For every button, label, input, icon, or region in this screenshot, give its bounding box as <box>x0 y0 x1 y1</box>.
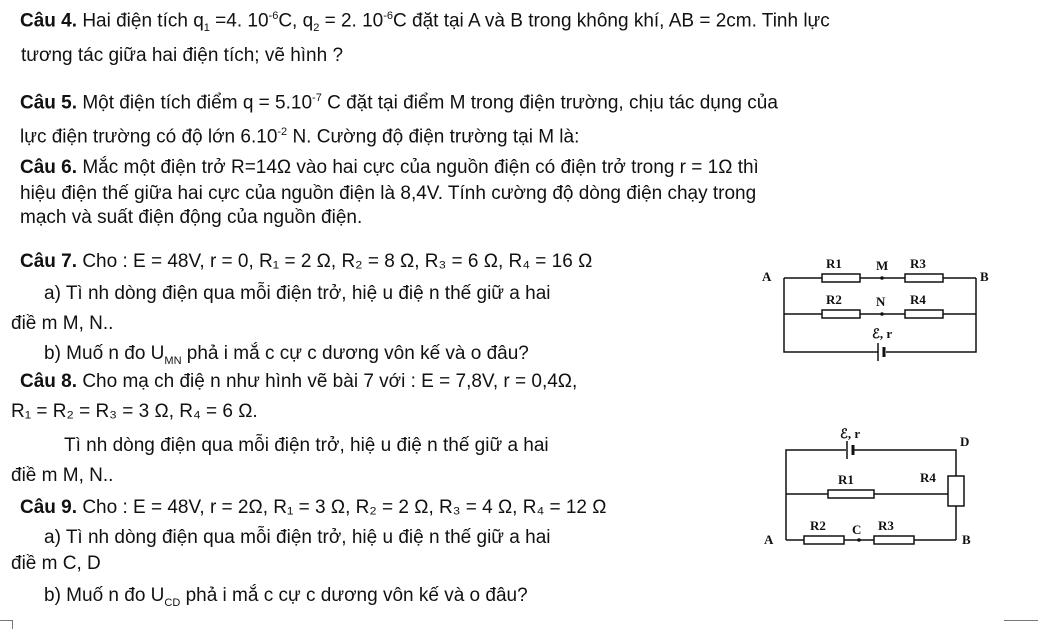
c2-resistor-r2 <box>804 536 844 544</box>
c2-label-b: B <box>962 532 971 547</box>
q9-text-b: phả i mắ c cự c dương vôn kế và o đâu? <box>180 585 528 606</box>
q6-text-1: Mắc một điện trở R=14Ω vào hai cực của nguồn điện có điện trở trong r = 1Ω thì <box>82 157 759 178</box>
c2-resistor-r4 <box>948 476 964 506</box>
c2-label-source: ℰ, r <box>840 426 861 441</box>
q6-line-1 <box>20 156 759 180</box>
q4-text-b: =4. 10 <box>209 10 269 32</box>
c2-label-r3: R3 <box>878 518 894 533</box>
c2-label-a: A <box>764 532 774 547</box>
q5-text-b: C đặt tại điểm M trong điện trường, chịu tác dụng của <box>321 92 778 114</box>
q5-label: Câu 5. <box>20 92 78 114</box>
q9-line-4 <box>44 584 528 615</box>
q9-sub: CD <box>164 596 181 609</box>
q8-line-3: Tì nh dòng điện qua mỗi điện trở, hiệ u điệ n thế giữ a hai <box>64 435 549 456</box>
c2-label-r1: R1 <box>838 472 854 487</box>
c1-label-r1: R1 <box>826 256 842 271</box>
corner-mark-left <box>0 620 13 629</box>
circuit-diagram-2 <box>760 424 1000 574</box>
q8-label: Câu 8. <box>20 371 78 392</box>
q4-text-e: C đặt tại A và B trong không khí, AB = 2cm. Tinh lực <box>393 10 830 32</box>
q7-line-3: điề m M, N.. <box>11 313 114 334</box>
c1-label-m: M <box>876 258 889 273</box>
c1-node-n <box>880 312 884 316</box>
c2-node-c <box>857 538 861 542</box>
q9-label: Câu 9. <box>20 497 78 518</box>
q7-label: Câu 7. <box>20 251 78 272</box>
q7-text-b: phả i mắ c cự c dương vôn kế và o đâu? <box>181 343 529 364</box>
q9-line-2: a) Tì nh dòng điện qua mỗi điện trở, hiệ u điệ n thế giữ a hai <box>44 527 551 548</box>
q5-text-d: N. Cường độ điện trường tại M là: <box>287 126 580 148</box>
q6-line-2: hiệu điện thế giữa hai cực của nguồn điện là 8,4V. Tính cường độ dòng điện chạy trong <box>20 183 757 204</box>
q5-line-2 <box>20 120 579 149</box>
c1-resistor-r1 <box>822 274 860 282</box>
c1-label-n: N <box>876 294 886 309</box>
c2-label-r4: R4 <box>920 470 936 485</box>
q9-text-1: Cho : E = 48V, r = 2Ω, R₁ = 3 Ω, R₂ = 2 Ω, R₃ = 4 Ω, R₄ = 12 Ω <box>82 497 607 518</box>
c1-node-m <box>880 276 884 280</box>
corner-mark-right <box>1004 620 1038 629</box>
q6-line-3: mạch và suất điện động của nguồn điện. <box>20 207 363 228</box>
c1-label-b: B <box>980 269 989 284</box>
q4-line-1 <box>20 4 830 40</box>
c1-resistor-r2 <box>822 310 860 318</box>
q4-line-2: tương tác giữa hai điện tích; vẽ hình ? <box>21 45 344 66</box>
circuit-diagram-1 <box>760 250 1000 365</box>
c1-resistor-r3 <box>905 274 943 282</box>
q7-sub: MN <box>164 354 182 367</box>
c2-resistor-r1 <box>828 490 874 498</box>
q5-sup-2: -2 <box>277 126 288 138</box>
q5-line-1 <box>20 86 778 115</box>
c2-label-r2: R2 <box>810 518 826 533</box>
q7-line-2: a) Tì nh dòng điện qua mỗi điện trở, hiệ u điệ n thế giữ a hai <box>44 283 551 304</box>
q5-text-c: lực điện trường có độ lớn 6.10 <box>20 126 278 148</box>
c1-resistor-r4 <box>905 310 943 318</box>
q5-text-a: Một điện tích điểm q = 5.10 <box>82 92 313 114</box>
q4-text-c: C, q <box>278 10 314 32</box>
c1-label-r4: R4 <box>910 292 926 307</box>
q4-text-a: Hai điện tích q <box>82 10 204 32</box>
q4-text-d: = 2. 10 <box>319 10 384 32</box>
q9-text-a: b) Muố n đo U <box>44 585 165 606</box>
q6-label: Câu 6. <box>20 157 78 178</box>
q7-text-a: b) Muố n đo U <box>44 343 165 364</box>
q7-line-1 <box>20 250 592 274</box>
c2-label-c: C <box>852 522 862 537</box>
q8-line-2: R₁ = R₂ = R₃ = 3 Ω, R₄ = 6 Ω. <box>11 401 258 422</box>
q7-text-1: Cho : E = 48V, r = 0, R₁ = 2 Ω, R₂ = 8 Ω, R₃ = 6 Ω, R₄ = 16 Ω <box>82 251 593 272</box>
q4-sub-2: 2 <box>313 22 320 35</box>
c1-label-source: ℰ, r <box>872 326 893 341</box>
c1-label-r3: R3 <box>910 256 926 271</box>
c1-label-a: A <box>762 269 772 284</box>
q9-line-3: điề m C, D <box>11 553 101 574</box>
q7-line-4 <box>44 342 529 373</box>
q8-line-1 <box>20 370 577 394</box>
q9-line-1 <box>20 496 606 520</box>
q8-text-1: Cho mạ ch điệ n như hình vẽ bài 7 với : E = 7,8V, r = 0,4Ω, <box>82 371 578 392</box>
c2-label-d: D <box>960 434 970 449</box>
q4-label: Câu 4. <box>20 10 78 32</box>
q5-sup-1: -7 <box>312 92 322 104</box>
c1-label-r2: R2 <box>826 292 842 307</box>
c2-resistor-r3 <box>874 536 914 544</box>
q8-line-4: điề m M, N.. <box>11 465 114 486</box>
q4-sup-1: -6 <box>268 10 279 22</box>
q4-sup-2: -6 <box>383 10 394 22</box>
q4-sub-1: 1 <box>203 22 210 35</box>
